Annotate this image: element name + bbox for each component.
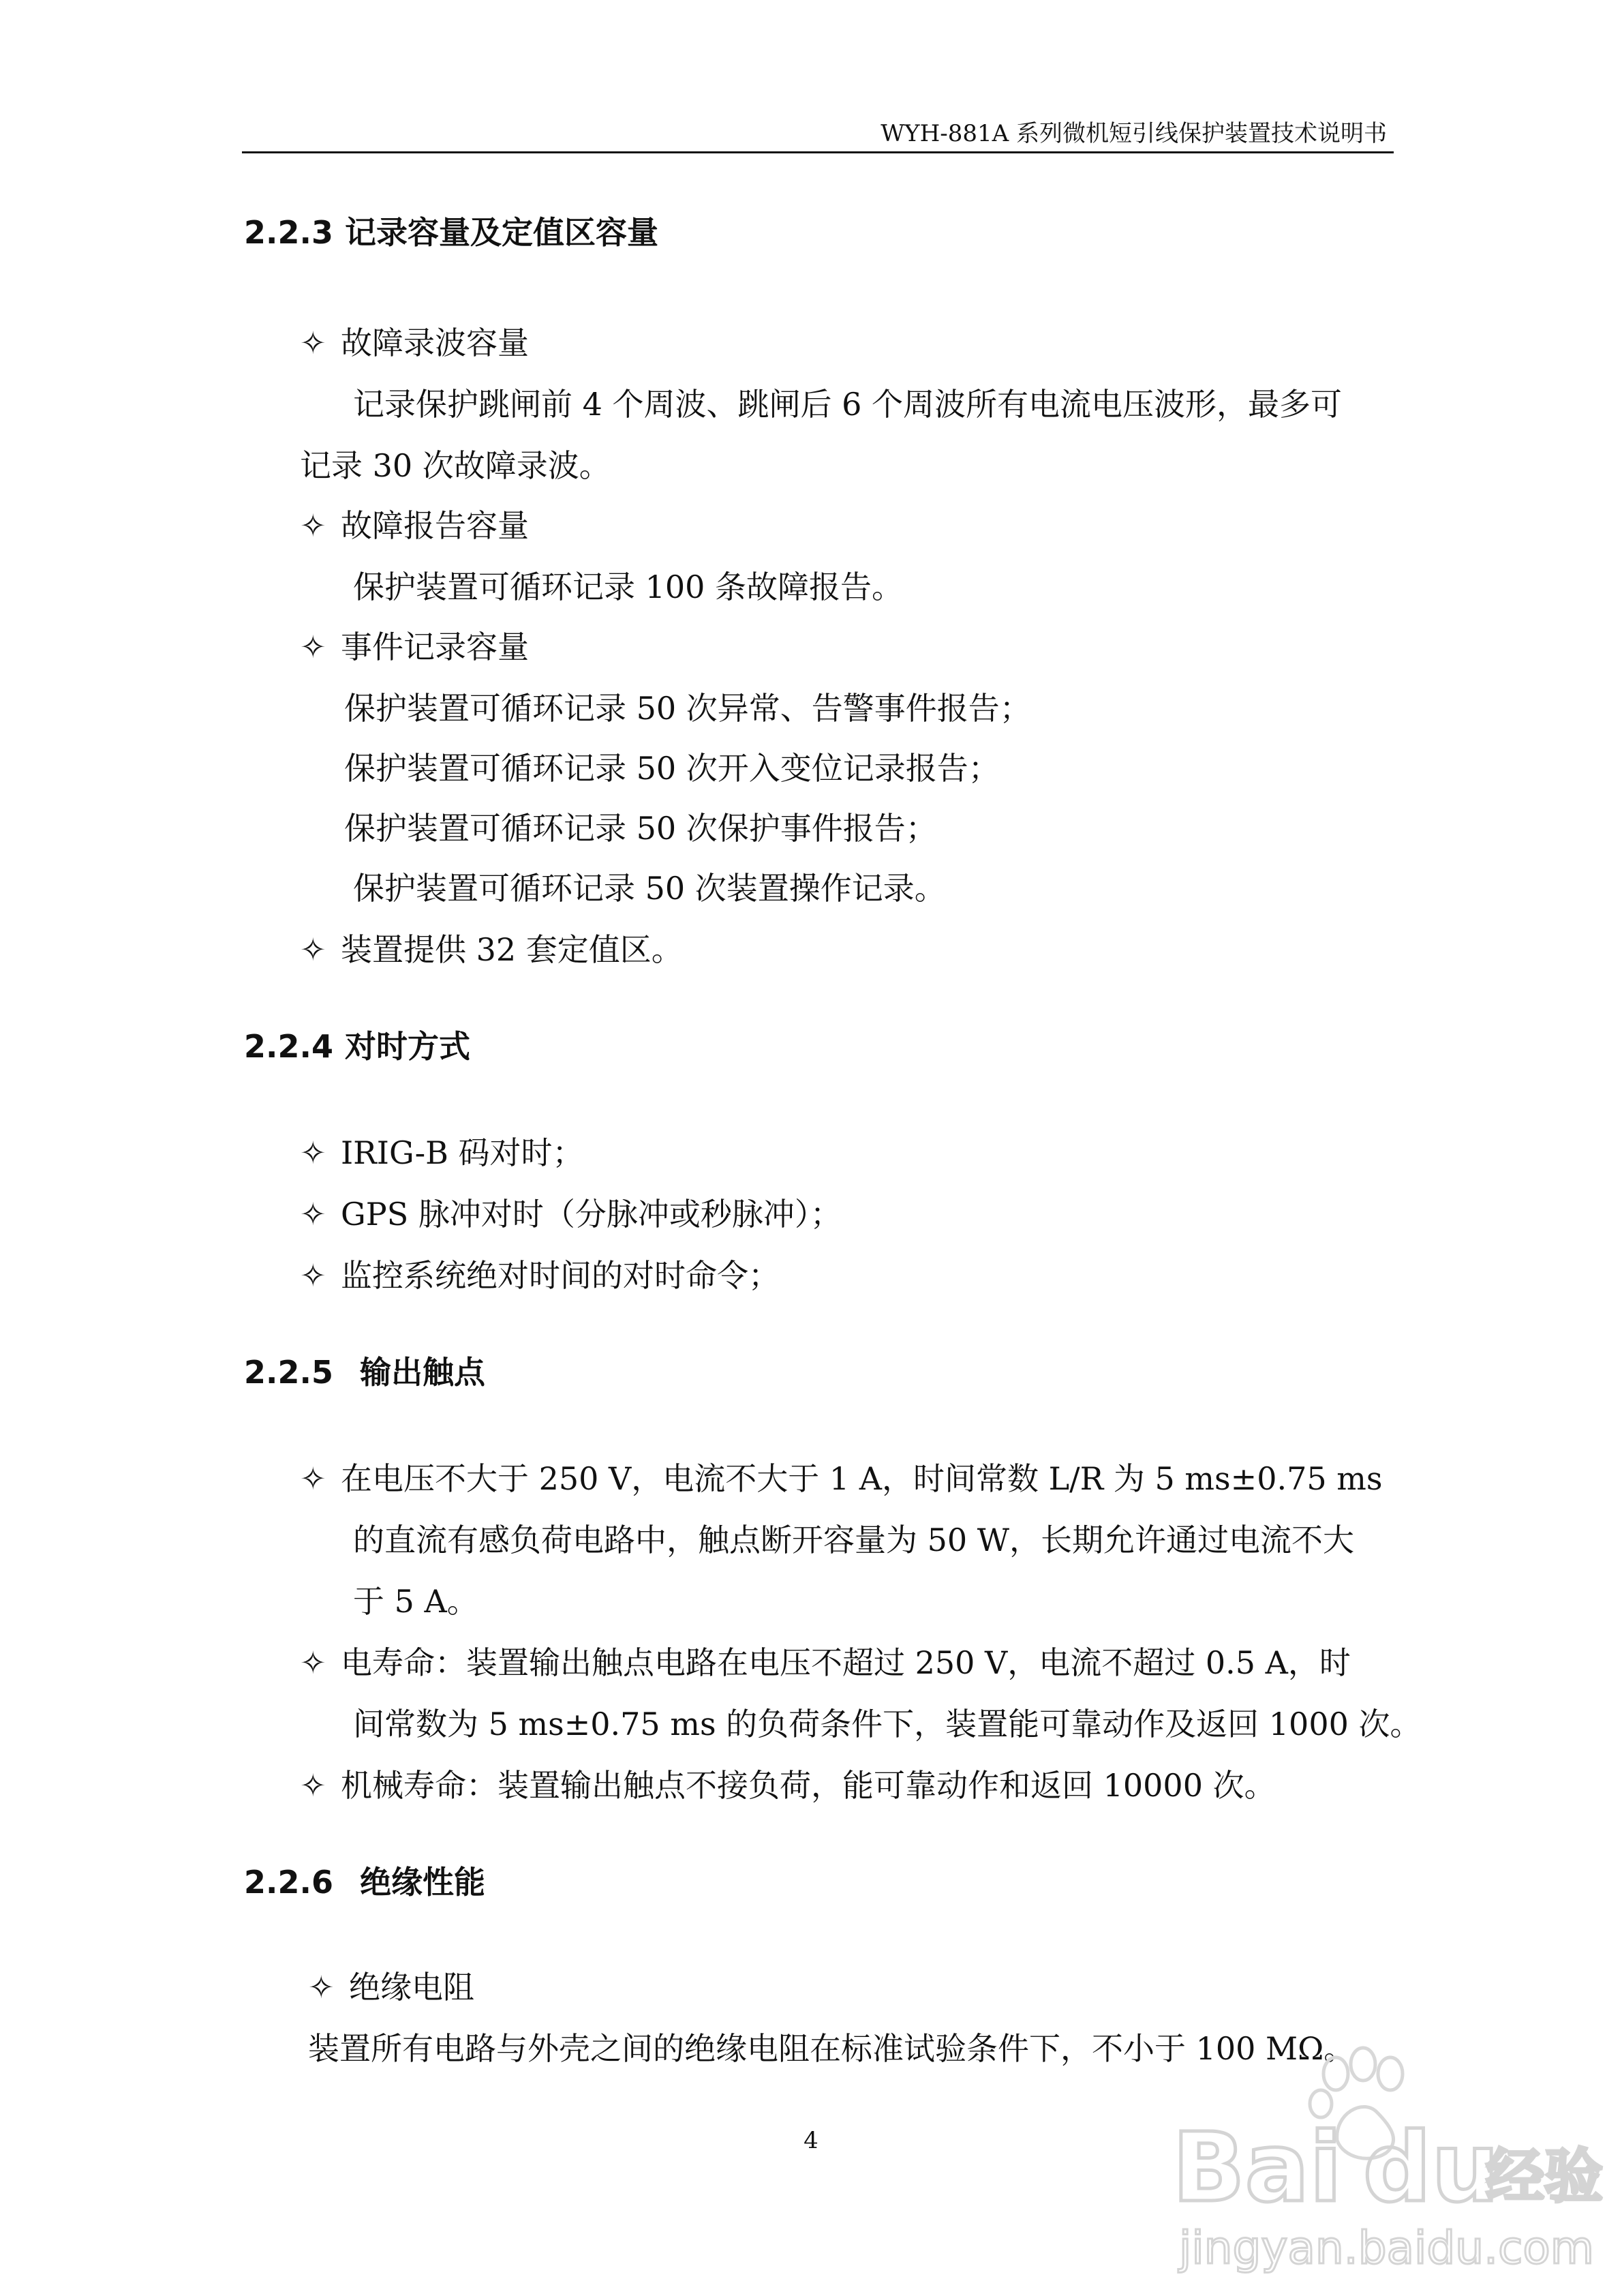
diamond-bullet-icon: ✧ [300, 1644, 326, 1681]
bullet-title: IRIG-B 码对时； [341, 1134, 584, 1171]
bullet-item [300, 1644, 1351, 1681]
bullet-title: GPS 脉冲对时（分脉冲或秒脉冲）； [341, 1196, 842, 1233]
section-heading-2-2-5 [244, 1354, 485, 1391]
body-line: 装置所有电路与外壳之间的绝缘电阻在标准试验条件下，不小于 100 MΩ。 [308, 2030, 1356, 2067]
bullet-title: 监控系统绝对时间的对时命令； [341, 1257, 780, 1294]
bullet-title: 装置提供 32 套定值区。 [341, 931, 683, 968]
header-rule [242, 151, 1394, 153]
bullet-title: 在电压不大于 250 V，电流不大于 1 A，时间常数 L/R 为 5 ms±0.75 ms [341, 1460, 1383, 1497]
diamond-bullet-icon: ✧ [300, 1767, 326, 1804]
body-line: 的直流有感负荷电路中，触点断开容量为 50 W，长期允许通过电流不大 [353, 1522, 1355, 1558]
body-line: 保护装置可循环记录 50 次保护事件报告； [344, 810, 937, 847]
section-number: 2.2.3 [244, 214, 333, 251]
body-line: 间常数为 5 ms±0.75 ms 的负荷条件下，装置能可靠动作及返回 1000 次。 [353, 1706, 1422, 1742]
bullet-item [300, 324, 529, 361]
section-title: 绝缘性能 [360, 1864, 485, 1901]
body-line: 保护装置可循环记录 50 次开入变位记录报告； [344, 750, 1000, 787]
page-number: 4 [804, 2127, 818, 2154]
diamond-bullet-icon: ✧ [308, 1969, 335, 2006]
section-title: 输出触点 [360, 1354, 485, 1391]
body-line: 记录保护跳闸前 4 个周波、跳闸后 6 个周波所有电流电压波形，最多可 [353, 386, 1343, 423]
section-number: 2.2.4 [244, 1028, 333, 1065]
svg-text:jingyan.baidu.com: jingyan.baidu.com [1179, 2222, 1595, 2274]
bullet-item [300, 931, 683, 968]
svg-text:Bai: Bai [1172, 2113, 1343, 2224]
section-heading-2-2-3 [244, 214, 658, 251]
body-line: 保护装置可循环记录 50 次装置操作记录。 [353, 870, 946, 907]
section-heading-2-2-6 [244, 1864, 485, 1901]
bullet-item [300, 1196, 842, 1233]
bullet-title: 故障录波容量 [341, 324, 529, 361]
diamond-bullet-icon: ✧ [300, 931, 326, 968]
body-line: 保护装置可循环记录 50 次异常、告警事件报告； [344, 690, 1031, 727]
bullet-item [300, 1767, 1276, 1804]
diamond-bullet-icon: ✧ [300, 1257, 326, 1294]
body-line: 记录 30 次故障录波。 [300, 447, 611, 484]
bullet-item [300, 1134, 584, 1171]
bullet-item [308, 1969, 474, 2006]
bullet-item [300, 1257, 780, 1294]
bullet-title: 电寿命：装置输出触点电路在电压不超过 250 V，电流不超过 0.5 A，时 [341, 1644, 1351, 1681]
bullet-title: 绝缘电阻 [349, 1969, 474, 2006]
baidu-jingyan-watermark [1159, 2038, 1608, 2284]
svg-text:经验: 经验 [1486, 2143, 1603, 2211]
diamond-bullet-icon: ✧ [300, 1134, 326, 1171]
body-line: 于 5 A。 [353, 1583, 478, 1620]
bullet-title: 机械寿命：装置输出触点不接负荷，能可靠动作和返回 10000 次。 [341, 1767, 1276, 1804]
bullet-title: 故障报告容量 [341, 507, 529, 544]
section-title: 对时方式 [345, 1028, 470, 1065]
diamond-bullet-icon: ✧ [300, 629, 326, 665]
diamond-bullet-icon: ✧ [300, 1460, 326, 1497]
bullet-title: 事件记录容量 [341, 629, 529, 665]
diamond-bullet-icon: ✧ [300, 507, 326, 544]
header-title: WYH-881A 系列微机短引线保护装置技术说明书 [881, 120, 1387, 147]
body-line: 保护装置可循环记录 100 条故障报告。 [353, 569, 904, 605]
section-heading-2-2-4 [244, 1028, 470, 1065]
bullet-item [300, 1460, 1383, 1497]
diamond-bullet-icon: ✧ [300, 1196, 326, 1233]
diamond-bullet-icon: ✧ [300, 324, 326, 361]
section-title: 记录容量及定值区容量 [345, 214, 658, 251]
section-number: 2.2.5 [244, 1354, 333, 1391]
section-number: 2.2.6 [244, 1864, 333, 1901]
bullet-item [300, 631, 529, 663]
bullet-item [300, 507, 529, 544]
svg-text:du: du [1363, 2113, 1499, 2224]
